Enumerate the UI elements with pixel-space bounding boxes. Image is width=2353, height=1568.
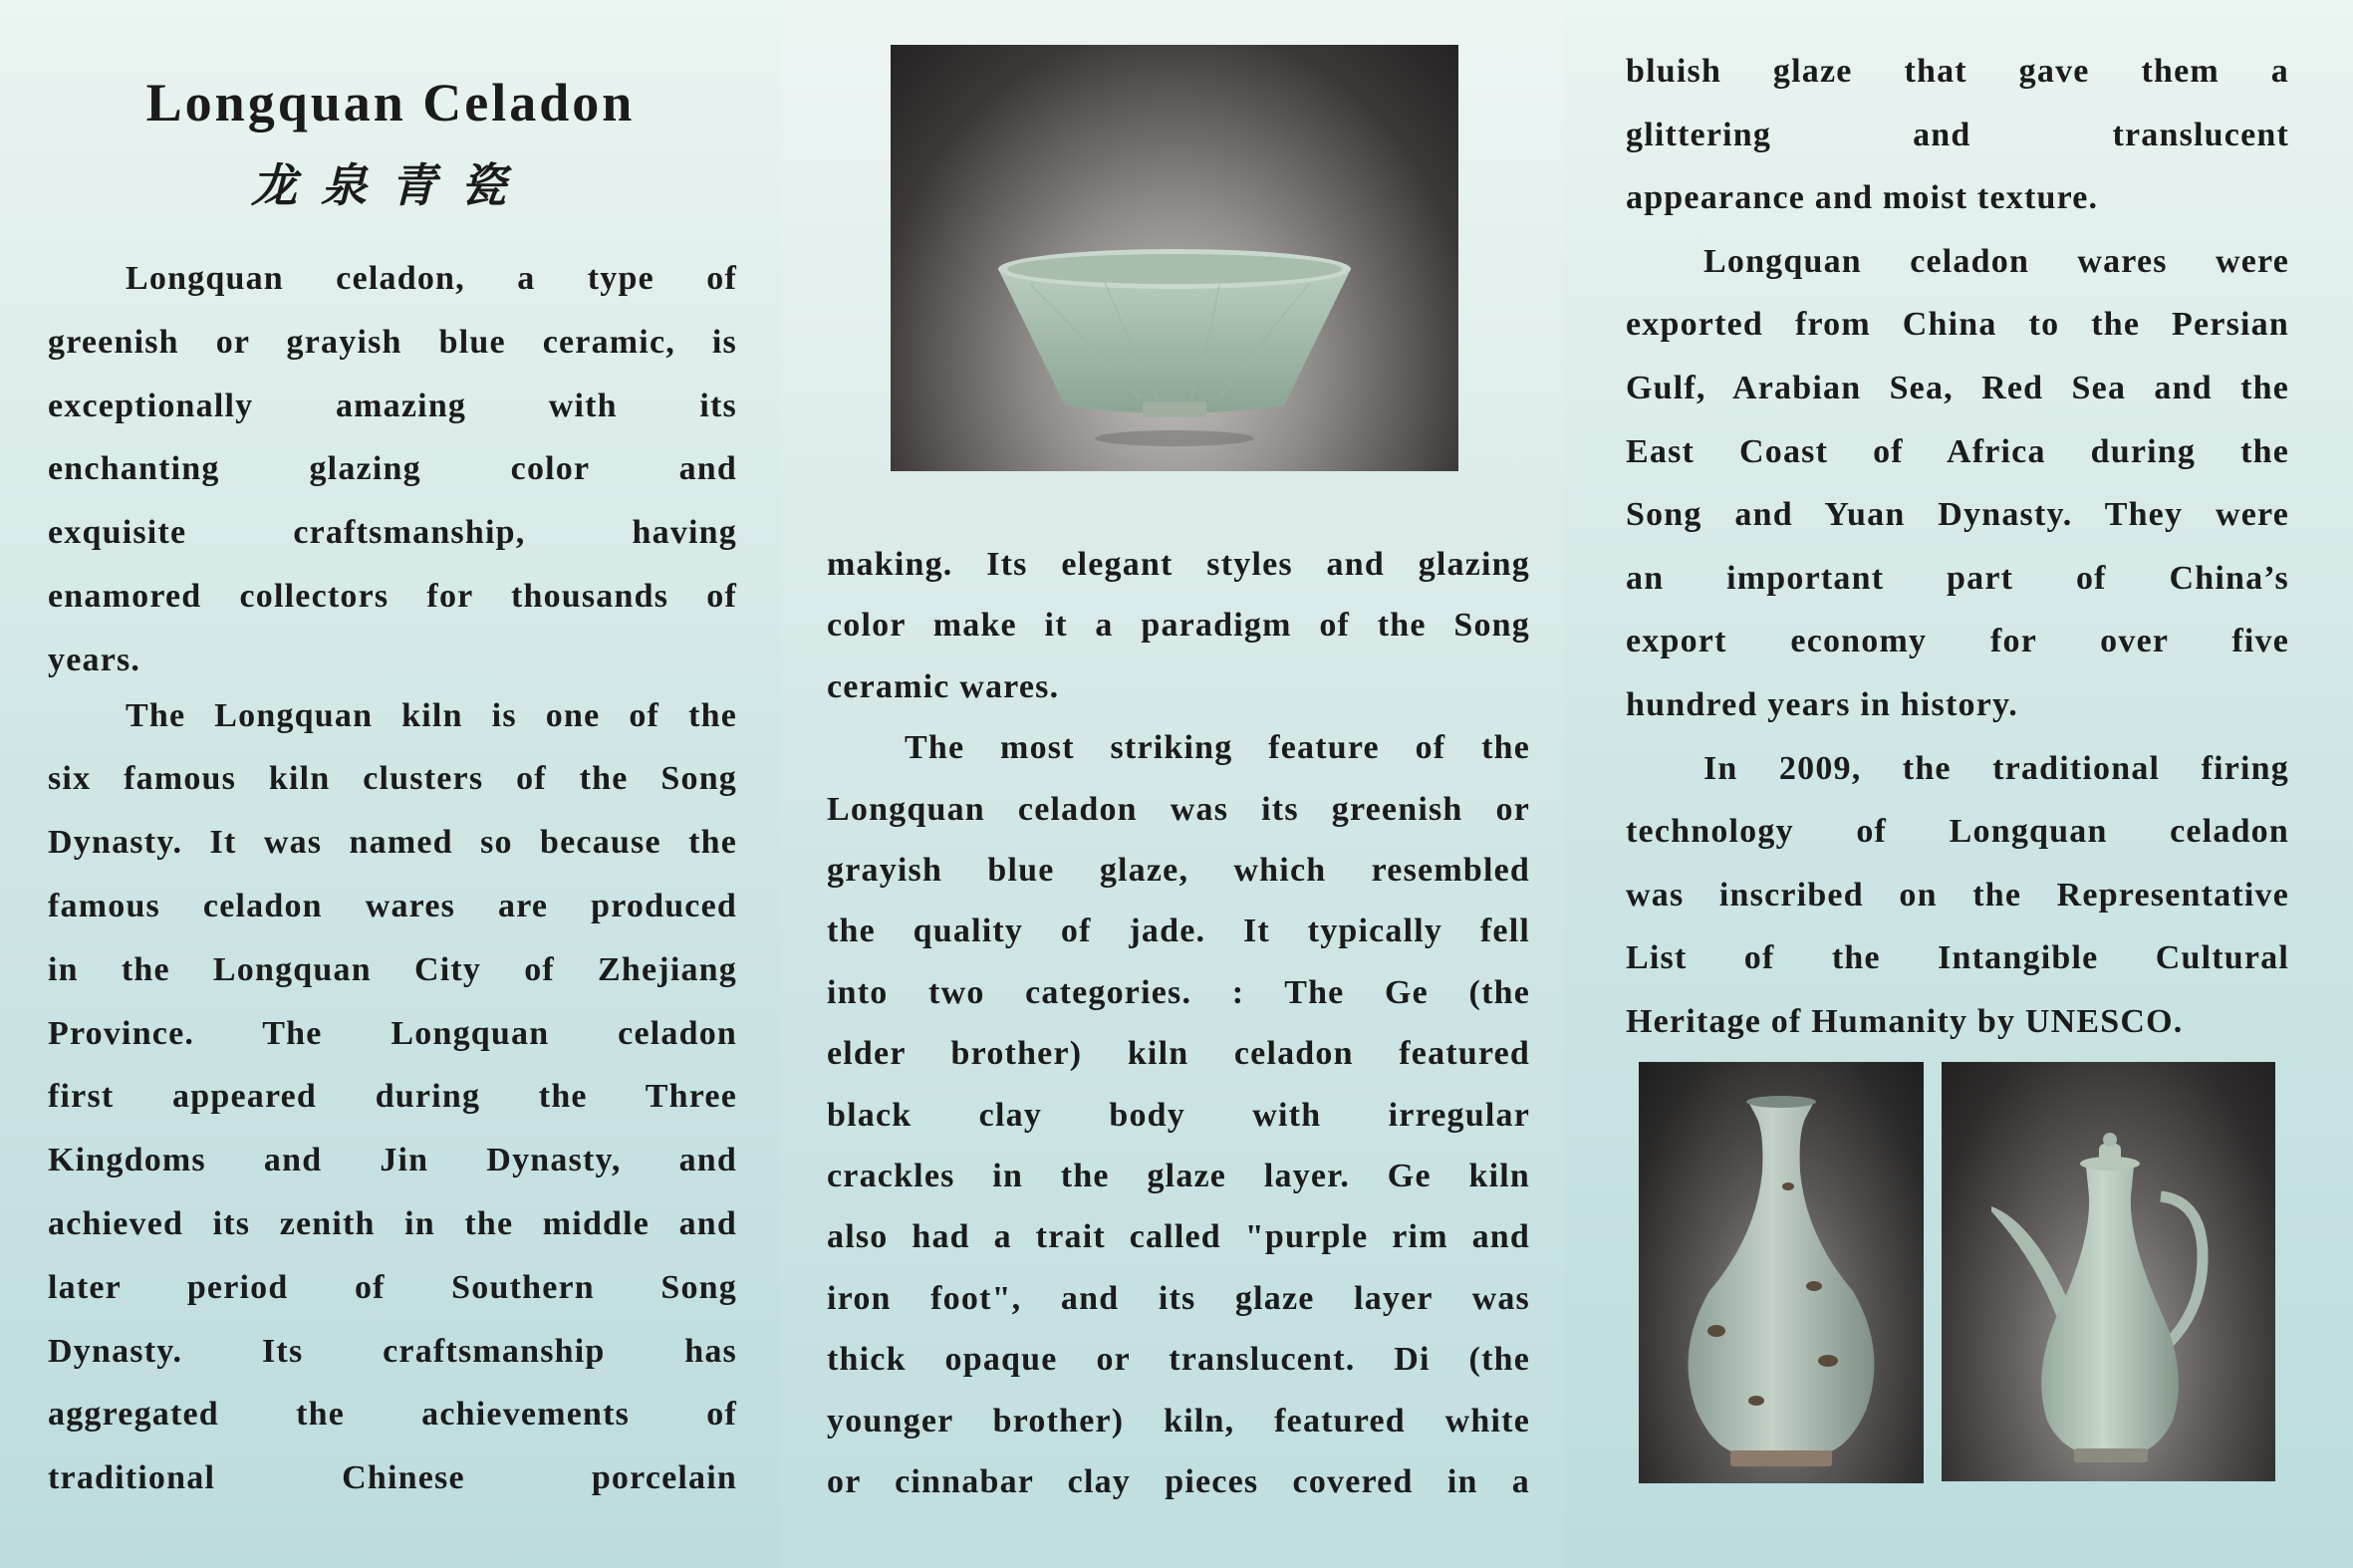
text-line: The most striking feature of the bbox=[905, 729, 1530, 767]
text-line: the quality of jade. It typically fell bbox=[827, 913, 1530, 950]
text-line: later period of Southern Song bbox=[48, 1268, 737, 1306]
paragraph-kiln-history bbox=[48, 684, 737, 1510]
text-line: Gulf, Arabian Sea, Red Sea and the bbox=[1626, 369, 2289, 406]
text-line: color make it a paradigm of the Song bbox=[827, 607, 1530, 645]
text-line: also had a trait called "purple rim and bbox=[827, 1218, 1530, 1256]
text-line: Longquan celadon, a type of bbox=[126, 260, 737, 297]
text-line: thick opaque or translucent. Di (the bbox=[827, 1341, 1530, 1379]
text-line: iron foot", and its glaze layer was bbox=[827, 1279, 1530, 1317]
text-line: first appeared during the Three bbox=[48, 1078, 737, 1116]
paragraph-elegant-styles bbox=[827, 534, 1530, 717]
paragraph-unesco bbox=[1626, 737, 2289, 1054]
text-line: making. Its elegant styles and glazing bbox=[827, 546, 1530, 583]
text-line: famous celadon wares are produced bbox=[48, 887, 737, 924]
text-line: Song and Yuan Dynasty. They were bbox=[1626, 496, 2289, 534]
text-line: Kingdoms and Jin Dynasty, and bbox=[48, 1142, 737, 1179]
text-line: List of the Intangible Cultural bbox=[1626, 939, 2289, 977]
text-line: exported from China to the Persian bbox=[1626, 306, 2289, 344]
text-line: export economy for over five bbox=[1626, 623, 2289, 660]
text-line: Longquan celadon was its greenish or bbox=[827, 790, 1530, 828]
text-line: in the Longquan City of Zhejiang bbox=[48, 950, 737, 988]
text-line: exceptionally amazing with its bbox=[48, 387, 737, 424]
text-line: black clay body with irregular bbox=[827, 1096, 1530, 1134]
text-line: Province. The Longquan celadon bbox=[48, 1014, 737, 1052]
celadon-bowl-photo bbox=[891, 45, 1458, 471]
text-line: years. bbox=[48, 641, 141, 678]
text-line: glittering and translucent bbox=[1626, 116, 2289, 153]
text-line: technology of Longquan celadon bbox=[1626, 813, 2289, 851]
text-line: ceramic wares. bbox=[827, 667, 1060, 705]
left-column-text bbox=[48, 247, 737, 1510]
text-line: Longquan celadon wares were bbox=[1703, 242, 2289, 280]
paragraph-bluish-glaze bbox=[1626, 40, 2289, 230]
paragraph-export bbox=[1626, 230, 2289, 737]
text-line: was inscribed on the Representative bbox=[1626, 876, 2289, 914]
text-line: elder brother) kiln celadon featured bbox=[827, 1035, 1530, 1073]
text-line: or cinnabar clay pieces covered in a bbox=[827, 1463, 1530, 1501]
text-line: exquisite craftsmanship, having bbox=[48, 514, 737, 552]
text-line: into two categories. : The Ge (the bbox=[827, 973, 1530, 1011]
paragraph-intro bbox=[48, 247, 737, 692]
page-title: Longquan Celadon bbox=[145, 73, 636, 132]
text-line: hundred years in history. bbox=[1626, 685, 2019, 723]
text-line: East Coast of Africa during the bbox=[1626, 432, 2289, 470]
text-line: Dynasty. Its craftsmanship has bbox=[48, 1332, 737, 1370]
text-line: greenish or grayish blue ceramic, is bbox=[48, 323, 737, 361]
text-line: aggregated the achievements of bbox=[48, 1396, 737, 1434]
text-line: Heritage of Humanity by UNESCO. bbox=[1626, 1002, 2184, 1040]
page-subtitle-chinese: 龙泉青瓷 bbox=[251, 158, 530, 212]
text-line: traditional Chinese porcelain bbox=[48, 1459, 737, 1497]
text-line: enamored collectors for thousands of bbox=[48, 577, 737, 615]
text-line: an important part of China’s bbox=[1626, 559, 2289, 597]
text-line: younger brother) kiln, featured white bbox=[827, 1402, 1530, 1439]
middle-column-text bbox=[827, 534, 1530, 1513]
text-line: bluish glaze that gave them a bbox=[1626, 53, 2289, 90]
text-line: grayish blue glaze, which resembled bbox=[827, 852, 1530, 890]
celadon-ewer-photo bbox=[1942, 1062, 2275, 1481]
text-line: Dynasty. It was named so because the bbox=[48, 824, 737, 862]
text-line: The Longquan kiln is one of the bbox=[126, 696, 737, 734]
text-line: crackles in the glaze layer. Ge kiln bbox=[827, 1158, 1530, 1195]
text-line: In 2009, the traditional firing bbox=[1703, 749, 2289, 787]
paragraph-glaze-features bbox=[827, 717, 1530, 1512]
text-line: six famous kiln clusters of the Song bbox=[48, 760, 737, 798]
text-line: appearance and moist texture. bbox=[1626, 179, 2099, 217]
celadon-vase-photo bbox=[1639, 1062, 1924, 1483]
right-column-text bbox=[1626, 40, 2289, 1054]
text-line: achieved its zenith in the middle and bbox=[48, 1204, 737, 1242]
text-line: enchanting glazing color and bbox=[48, 450, 737, 488]
